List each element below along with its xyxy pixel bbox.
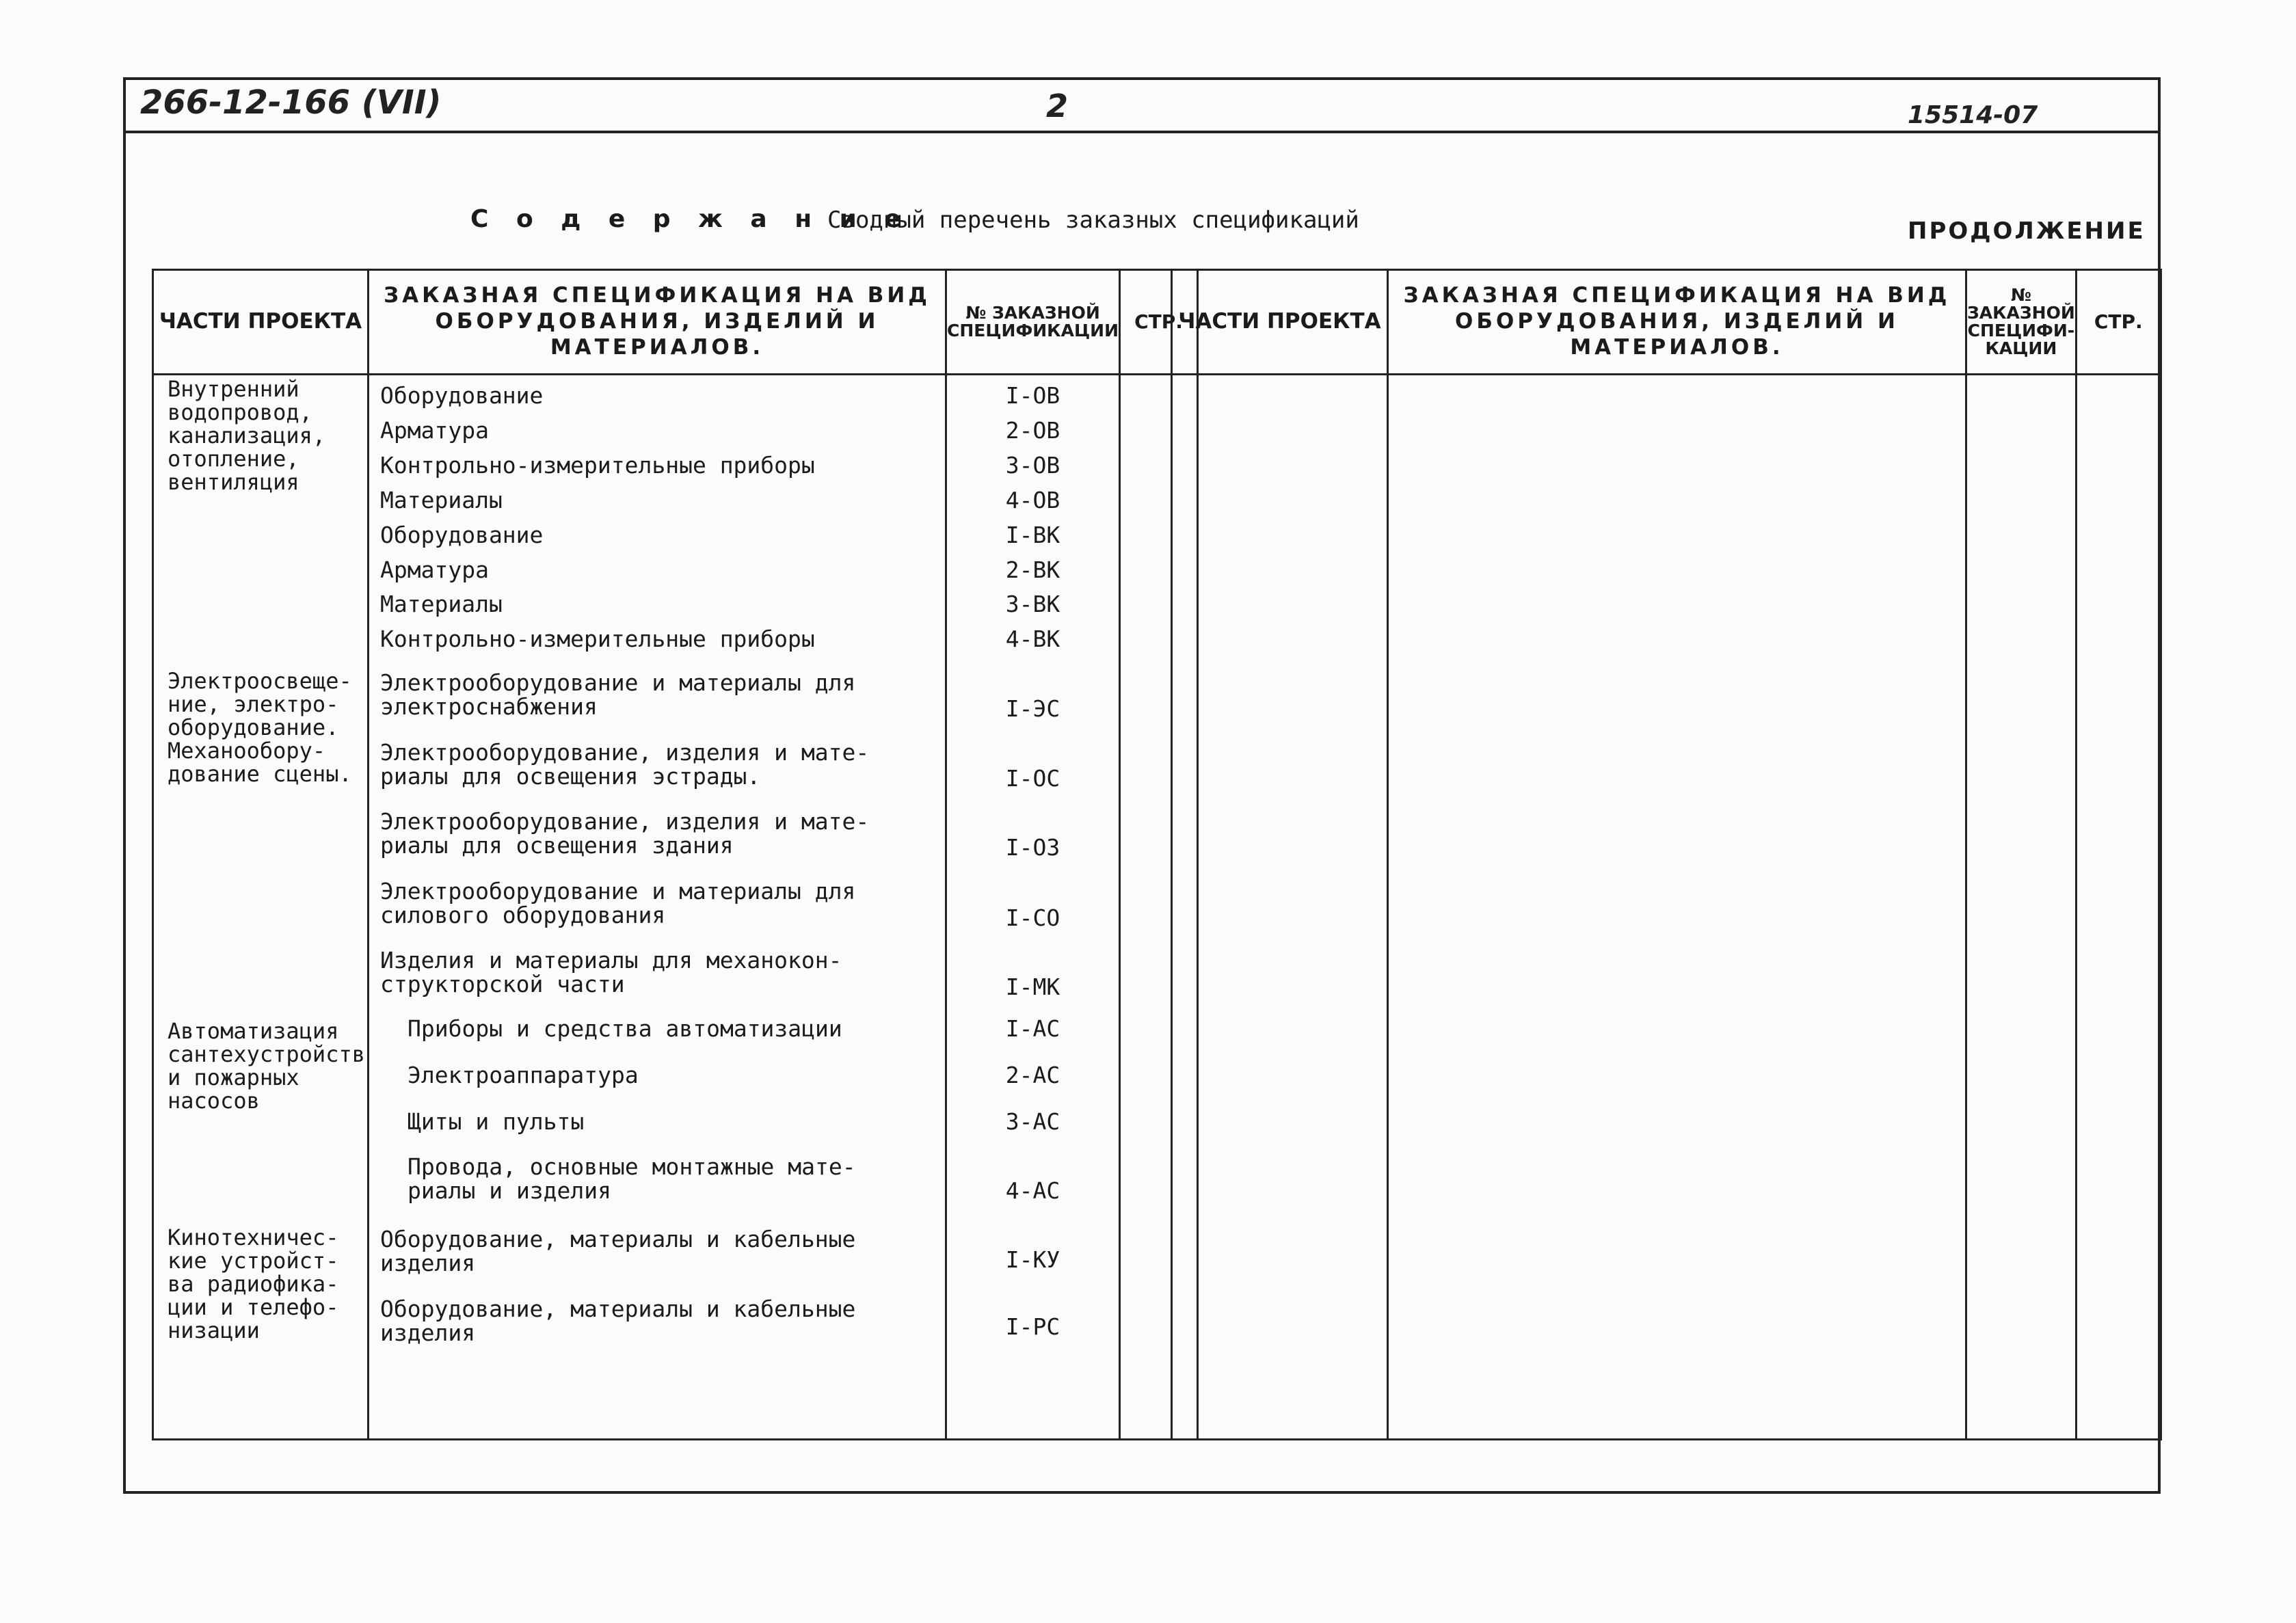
spec-number: 3-АС: [1005, 1108, 1060, 1135]
spec-item-name: Электрооборудование и материалы для электроснабжения: [380, 669, 856, 720]
column-header-part: ЧАСТИ ПРОЕКТА: [153, 270, 369, 375]
part-column: [1172, 375, 1388, 1440]
spec-number: 4-ВК: [1005, 626, 1060, 652]
spec-item-name: Оборудование: [380, 522, 544, 548]
inventory-number: 15514-07: [1908, 101, 2038, 129]
document-code: 266-12-166 (VII): [140, 83, 442, 122]
spec-number: I-ВК: [1005, 522, 1060, 548]
spec-number: 4-АС: [1005, 1177, 1060, 1204]
spec-item-name: Изделия и материалы для механокон- структорской части: [380, 947, 842, 997]
page-title: С о д е р ж а н и е: [470, 205, 911, 233]
spec-item-name: Контрольно-измерительные приборы: [380, 626, 815, 652]
project-part-label: Кинотехничес- кие устройст- ва радиофика- ции и телефо- низации: [168, 1224, 339, 1343]
spec-number: 3-ОВ: [1005, 452, 1060, 479]
column-header-number: № ЗАКАЗНОЙ СПЕЦИФИ- КАЦИИ: [1966, 270, 2077, 375]
project-part-label: Электроосвеще- ние, электро- оборудование. Механообору- дование сцены.: [168, 668, 352, 787]
spec-number: 2-ОВ: [1005, 417, 1060, 444]
spec-item-name: Приборы и средства автоматизации: [408, 1015, 842, 1042]
spec-item-name: Арматура: [380, 556, 489, 583]
spec-item-name: Оборудование: [380, 382, 544, 409]
spec-item-name: Арматура: [380, 417, 489, 444]
spec-number: 2-АС: [1005, 1062, 1060, 1088]
spec-number: I-РС: [1005, 1313, 1060, 1340]
spec-item-name: Электрооборудование, изделия и мате- риалы для освещения здания: [380, 808, 870, 859]
spec-item-name: Электроаппаратура: [408, 1062, 639, 1088]
spec-number: I-АС: [1005, 1015, 1060, 1042]
number-column: [1966, 375, 2077, 1440]
spec-item-name: Провода, основные монтажные мате- риалы и изделия: [408, 1153, 856, 1204]
spec-number: I-ОЗ: [1005, 834, 1060, 861]
spec-column: [369, 375, 946, 1440]
continuation-label: ПРОДОЛЖЕНИЕ: [1908, 217, 2146, 245]
column-header-number: № ЗАКАЗНОЙ СПЕЦИФИКАЦИИ: [946, 270, 1120, 375]
spec-item-name: Электрооборудование и материалы для силового оборудования: [380, 878, 856, 928]
column-header-spec: ЗАКАЗНАЯ СПЕЦИФИКАЦИЯ НА ВИД ОБОРУДОВАНИЯ, ИЗДЕЛИЙ И МАТЕРИАЛОВ.: [369, 270, 946, 375]
part-column: [153, 375, 369, 1440]
spec-number: 4-ОВ: [1005, 487, 1060, 513]
spec-item-name: Материалы: [380, 487, 503, 513]
page-subtitle: Сводный перечень заказных спецификаций: [827, 206, 1359, 234]
spec-item-name: Оборудование, материалы и кабельные изделия: [380, 1226, 856, 1276]
spec-number: 3-ВК: [1005, 591, 1060, 617]
spec-table-right: [1171, 269, 2162, 1440]
spec-column: [1388, 375, 1966, 1440]
page-column: [2076, 375, 2161, 1440]
spec-number: 2-ВК: [1005, 556, 1060, 583]
spec-item-name: Щиты и пульты: [408, 1108, 585, 1135]
spec-table-left: [152, 269, 1199, 1440]
page-number: 2: [1046, 88, 1069, 124]
spec-number: I-МК: [1005, 974, 1060, 1000]
spec-item-name: Электрооборудование, изделия и мате- риалы для освещения эстрады.: [380, 739, 870, 790]
spec-item-name: Материалы: [380, 591, 503, 617]
spec-item-name: Контрольно-измерительные приборы: [380, 452, 815, 479]
number-column: [946, 375, 1120, 1440]
column-header-spec: ЗАКАЗНАЯ СПЕЦИФИКАЦИЯ НА ВИД ОБОРУДОВАНИЯ, ИЗДЕЛИЙ И МАТЕРИАЛОВ.: [1388, 270, 1966, 375]
column-header-page: СТР.: [2076, 270, 2161, 375]
column-header-page: СТР.: [1120, 270, 1198, 375]
spec-number: I-ОС: [1005, 765, 1060, 792]
spec-number: I-ЭС: [1005, 695, 1060, 722]
spec-number: I-ОВ: [1005, 382, 1060, 409]
project-part-label: Автоматизация сантехустройств и пожарных насосов: [168, 1018, 365, 1114]
spec-number: I-КУ: [1005, 1246, 1060, 1273]
spec-number: I-СО: [1005, 904, 1060, 931]
column-header-part: ЧАСТИ ПРОЕКТА: [1172, 270, 1388, 375]
project-part-label: Внутренний водопровод, канализация, отопление, вентиляция: [168, 376, 326, 495]
spec-item-name: Оборудование, материалы и кабельные изделия: [380, 1296, 856, 1346]
